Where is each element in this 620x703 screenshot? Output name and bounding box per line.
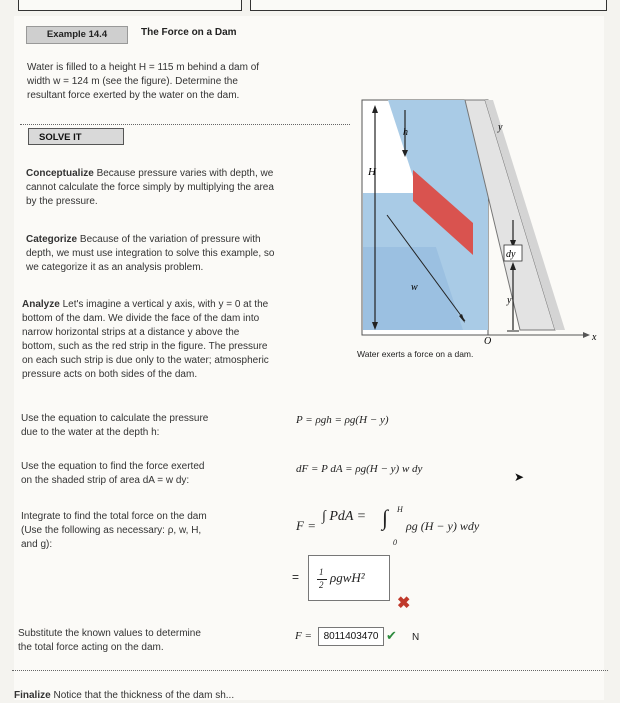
integral-upper-limit: H: [397, 505, 403, 514]
x-label: x: [592, 332, 597, 343]
intro-text: Water is filled to a height H = 115 m behind a dam of width w = 124 m (see the figure). Determine the resultant force exerted by the water on the dam.: [27, 62, 260, 101]
conceptualize-section: Conceptualize Because pressure varies with depth, we cannot calculate the force simply by multiplying the area by the pressure.: [26, 168, 274, 207]
step2-equation: dF = P dA = ρg(H − y) w dy: [296, 463, 423, 475]
integral-body: ρg (H − y) wdy: [406, 519, 480, 533]
step4-instruction: Substitute the known values to determine the total force acting on the dam.: [18, 628, 201, 653]
step1-equation: P = ρgh = ρg(H − y): [296, 414, 389, 426]
dotted-divider-bottom: [12, 670, 608, 671]
integral-sign-icon: ∫: [382, 505, 389, 530]
example-tag: Example 14.4: [26, 26, 128, 44]
incorrect-icon: ✖: [397, 595, 411, 612]
integral-lower-limit: 0: [393, 538, 397, 547]
y-label: y: [507, 295, 512, 306]
solve-it-label: SOLVE IT: [28, 128, 124, 145]
H-label: H: [368, 166, 376, 178]
previous-panel-edge-2: [250, 0, 607, 11]
step4-lhs: F =: [295, 630, 312, 642]
w-label: w: [411, 282, 418, 293]
categorize-heading: Categorize: [26, 234, 78, 245]
step2-instruction: Use the equation to find the force exerted on the shaded strip of area dA = w dy:: [21, 461, 205, 486]
answer-expression: ρgwH²: [330, 570, 365, 585]
finalize-text: Notice that the thickness of the dam sh...: [53, 690, 235, 701]
analyze-heading: Analyze: [22, 299, 60, 310]
step3-instruction: Integrate to find the total force on the dam (Use the following as necessary: ρ, w, H, and g):: [21, 511, 207, 550]
answer-frac-den: 2: [319, 580, 324, 590]
step3-lhs: F =: [296, 518, 316, 533]
mouse-cursor-icon: ➤: [514, 470, 525, 484]
categorize-section: Categorize Because of the variation of pressure with depth, we must use integration to solve this example, so we categorize it as an analysis problem.: [26, 234, 275, 273]
answer-equals: =: [292, 570, 300, 584]
step1-instruction: Use the equation to calculate the pressure due to the water at the depth h:: [21, 413, 209, 438]
correct-check-icon: ✔: [386, 628, 397, 643]
dotted-divider: [20, 124, 350, 125]
analyze-section: Analyze Let's imagine a vertical y axis, with y = 0 at the bottom of the dam. We divide the face of the dam into narrow horizontal strips at a distance y above the bottom, such as the red strip in the figure. The pressure on each such strip is due only to the water; atmospheric pressure acts on both sides of the dam.: [22, 299, 269, 380]
dam-figure: [355, 95, 605, 375]
force-value-input[interactable]: 8011403470: [318, 627, 384, 646]
y-axis-label: y: [498, 122, 503, 133]
x-axis-arrow: [583, 332, 590, 338]
force-unit: N: [412, 632, 420, 643]
previous-panel-edge: [18, 0, 242, 11]
answer-input-box[interactable]: [308, 555, 390, 601]
step3-integral-1: ∫ PdA =: [322, 509, 367, 524]
dy-label: dy: [506, 249, 516, 260]
finalize-heading: Finalize: [14, 690, 51, 701]
h-label: h: [403, 127, 408, 138]
example-title: The Force on a Dam: [141, 27, 237, 38]
answer-frac-num: 1: [319, 567, 324, 577]
O-label: O: [484, 336, 492, 347]
figure-caption: Water exerts a force on a dam.: [357, 349, 474, 359]
conceptualize-heading: Conceptualize: [26, 168, 94, 179]
finalize-section: [14, 689, 234, 703]
